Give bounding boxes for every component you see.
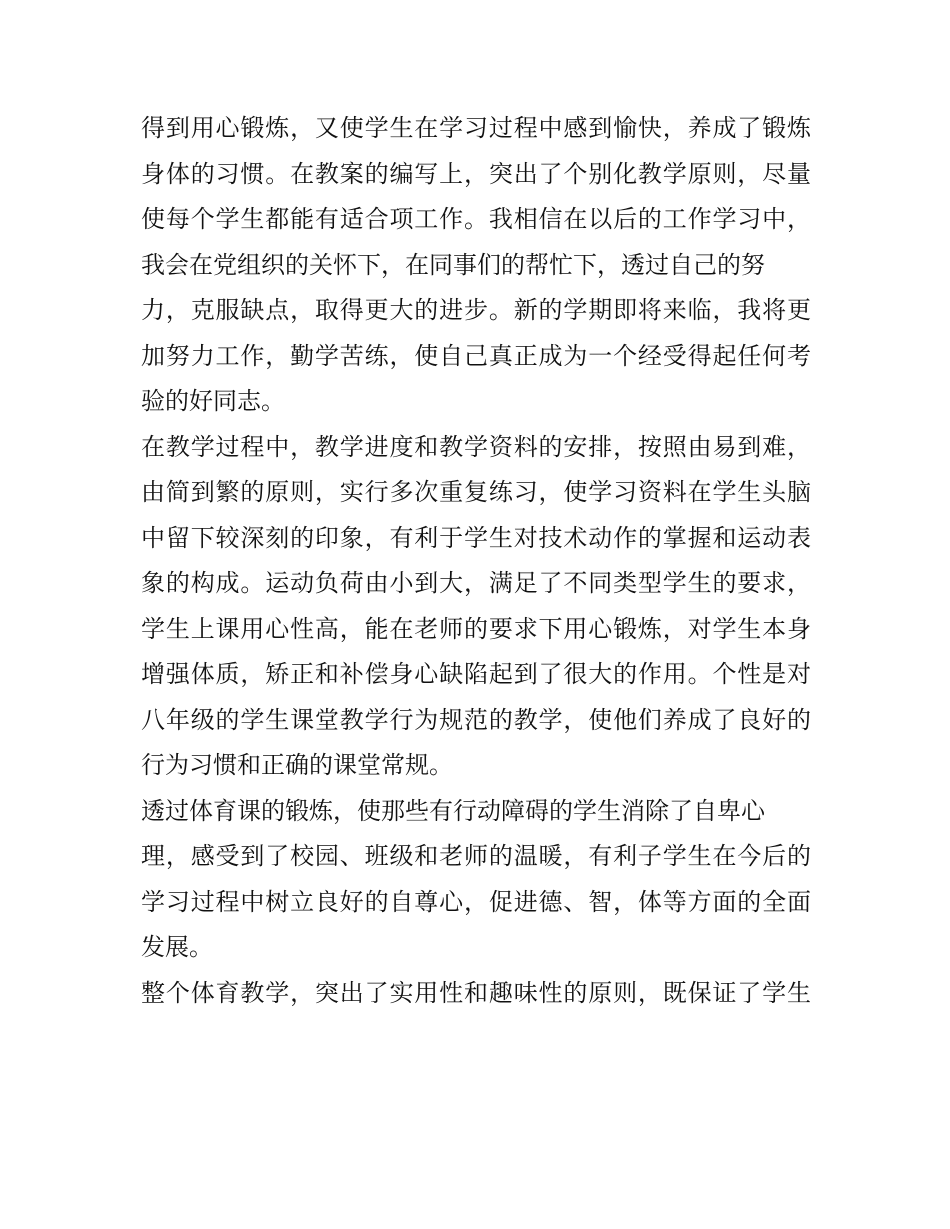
text-line: 我会在党组织的关怀下，在同事们的帮忙下，透过自己的努 <box>141 250 765 279</box>
text-line: 象的构成。运动负荷由小到大，满足了不同类型学生的要求， <box>141 569 811 597</box>
text-line: 中留下较深刻的印象，有利于学生对技术动作的掌握和运动表 <box>141 523 811 552</box>
text-line: 验的好同志。 <box>141 387 285 415</box>
text-line: 得到用心锻炼，又使学生在学习过程中感到愉快，养成了锻炼 <box>141 114 811 142</box>
text-line: 整个体育教学，突出了实用性和趣味性的原则，既保证了学生 <box>141 978 811 1007</box>
text-line: 加努力工作，勤学苦练，使自己真正成为一个经受得起任何考 <box>141 341 811 370</box>
text-line: 透过体育课的锻炼，使那些有行动障碍的学生消除了自卑心 <box>141 796 765 825</box>
text-line: 增强体质，矫正和补偿身心缺陷起到了很大的作用。个性是对 <box>141 660 811 688</box>
text-line: 力，克服缺点，取得更大的进步。新的学期即将来临，我将更 <box>141 296 811 324</box>
text-line: 由简到繁的原则，实行多次重复练习，使学习资料在学生头脑 <box>141 478 811 506</box>
text-line: 在教学过程中，教学进度和教学资料的安排，按照由易到难， <box>141 432 811 461</box>
text-line: 身体的习惯。在教案的编写上，突出了个别化教学原则，尽量 <box>141 159 811 188</box>
paragraph-1 <box>141 106 811 425</box>
text-line: 八年级的学生课堂教学行为规范的教学，使他们养成了良好的 <box>141 705 811 734</box>
text-line: 发展。 <box>141 933 213 961</box>
text-line: 学生上课用心性高，能在老师的要求下用心锻炼，对学生本身 <box>141 614 811 643</box>
paragraph-4 <box>141 971 811 1017</box>
text-line: 使每个学生都能有适合项工作。我相信在以后的工作学习中， <box>141 205 811 233</box>
text-line: 理，感受到了校园、班级和老师的温暖，有利子学生在今后的 <box>141 842 811 870</box>
paragraph-3 <box>141 789 811 971</box>
document-page <box>141 106 811 1016</box>
text-line: 行为习惯和正确的课堂常规。 <box>141 751 453 779</box>
paragraph-2 <box>141 425 811 789</box>
text-line: 学习过程中树立良好的自尊心，促进德、智，体等方面的全面 <box>141 887 811 916</box>
